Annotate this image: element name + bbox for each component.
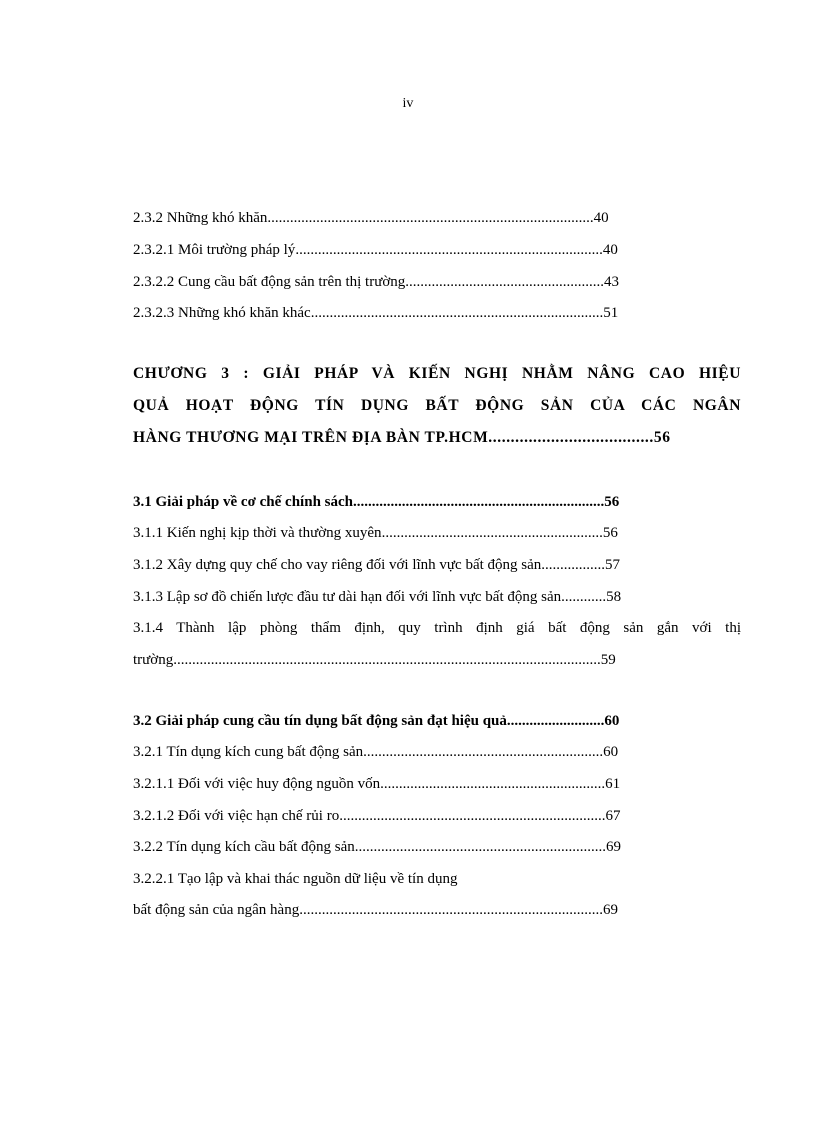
section-heading: 3.1 Giải pháp về cơ chế chính sách...................................................................56: [133, 494, 620, 510]
toc-entry: bất động sản của ngân hàng.................................................................................69: [133, 902, 618, 918]
toc-entry: 2.3.2.2 Cung cầu bất động sản trên thị trường.....................................................43: [133, 274, 620, 290]
toc-entry: 3.2.2 Tín dụng kích cầu bất động sản...................................................................69: [133, 839, 622, 855]
chapter-heading-line: HÀNG THƯƠNG MẠI TRÊN ĐỊA BÀN TP.HCM.....................................56: [133, 429, 671, 446]
page-number: iv: [402, 96, 414, 111]
toc-entry: 3.1.2 Xây dựng quy chế cho vay riêng đối với lĩnh vực bất động sản.................57: [133, 557, 621, 573]
chapter-heading-line: QUẢ HOẠT ĐỘNG TÍN DỤNG BẤT ĐỘNG SẢN CỦA CÁC NGÂN: [133, 397, 741, 414]
chapter-heading: [133, 364, 741, 460]
toc-entry: 3.1.3 Lập sơ đồ chiến lược đầu tư dài hạn đối với lĩnh vực bất động sản............58: [133, 589, 622, 605]
toc-entry: 2.3.2 Những khó khăn.......................................................................................40: [133, 210, 609, 226]
toc-entry: 2.3.2.3 Những khó khăn khác..............................................................................51: [133, 305, 619, 321]
toc-entry: 3.2.1.2 Đối với việc hạn chế rủi ro.......................................................................67: [133, 808, 621, 824]
toc-entry: 3.2.1 Tín dụng kích cung bất động sản................................................................60: [133, 744, 619, 760]
toc-entry: 3.2.1.1 Đối với việc huy động nguồn vốn............................................................61: [133, 776, 621, 792]
toc-entry: 3.2.2.1 Tạo lập và khai thác nguồn dữ liệu về tín dụng: [133, 871, 458, 887]
toc-entry: trường..................................................................................................................59: [133, 652, 616, 668]
chapter-heading-line: CHƯƠNG 3 : GIẢI PHÁP VÀ KIẾN NGHỊ NHẰM NÂNG CAO HIỆU: [133, 365, 741, 382]
toc-entry: 2.3.2.1 Môi trường pháp lý..................................................................................40: [133, 242, 618, 258]
section-heading: 3.2 Giải pháp cung cầu tín dụng bất động sản đạt hiệu quả..........................60: [133, 713, 620, 729]
toc-entry: 3.1.1 Kiến nghị kịp thời và thường xuyên...........................................................56: [133, 525, 618, 541]
toc-entry: 3.1.4 Thành lập phòng thẩm định, quy trình định giá bất động sản gắn với thị: [133, 620, 741, 636]
